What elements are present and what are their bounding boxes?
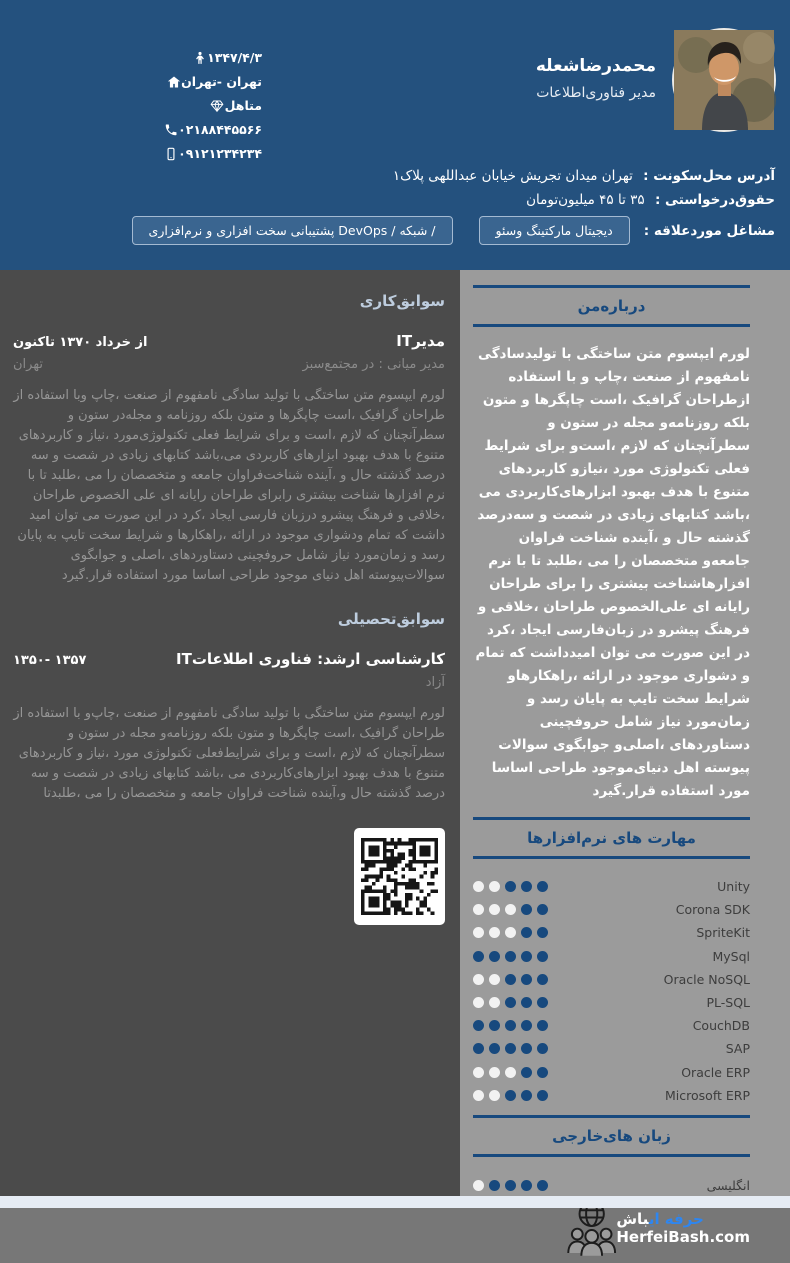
education-date: ۱۳۵۷ -۱۳۵۰: [13, 653, 87, 668]
work-entry: [13, 332, 445, 586]
work-description: لورم ایپسوم متن ساختگی با تولید سادگی نامفهوم از صنعت ،چاپ وبا استفاده از طراحان گرافیک ،است چاپگرها و متون بلکه روزنامه و مجله‌در ستون و سطرآنچنان که لازم ،است و برای شرایط فعلی تکنولوژی‌مورد ،نیاز و کاربردهای متنوع با هدف بهبود ابزارهای کاربردی می،باشد کتابهای زیادی در شصت و سه درصد گذشته حال و ،آینده شناخت‌فراوان جامعه و متخصصان را می ،طلبد تا با نرم افزارها شناخت بیشتری رابرای طراحان رایانه ای علی الخصوص طراحان ،خلاقی و فرهنگ پیشرو درزبان فارسی ایجاد ،کرد در این صورت می توان امید داشت که تمام ودشواری موجود در ارائه ،راهکارها و شرایط سخت تایپ به پایان رسد و زمان‌مورد نیاز شامل حروفچینی دستاوردهای ،اصلی و جوابگوی سوالات‌پیوسته اهل دنیای موجود طراحی اساسا مورد استفاده قرار.گیرد: [13, 388, 445, 583]
footer-brand: [473, 1199, 750, 1263]
rating-row: [473, 1014, 750, 1037]
rating-row: [473, 968, 750, 991]
rating-label: Microsoft ERP: [665, 1087, 750, 1103]
rating-label: CouchDB: [692, 1018, 750, 1034]
rating-label: SAP: [725, 1041, 750, 1057]
salary-row: [15, 192, 775, 208]
job-interest-chip: دیجیتال مارکتینگ وسئو: [479, 216, 630, 245]
rating-dot-empty: [473, 974, 484, 985]
rating-dot-filled: [521, 904, 532, 915]
rating-dot-filled: [521, 997, 532, 1008]
jobs-row: [15, 216, 775, 245]
home-icon: [166, 74, 181, 89]
rating-dots: [473, 997, 548, 1008]
rating-dots: [473, 1090, 548, 1101]
about-heading: درباره‌من: [473, 285, 750, 327]
header-detail-rows: [15, 168, 775, 245]
rating-row: [473, 1084, 750, 1107]
personal-info-value: ۰۲۱۸۸۴۴۵۵۶۶: [178, 122, 262, 137]
rating-dot-empty: [505, 904, 516, 915]
work-subtitle: مدیر میانی : در مجتمع‌سبز: [302, 357, 445, 372]
rating-label: PL-SQL: [706, 995, 750, 1011]
jobs-label: مشاغل موردعلاقه :: [643, 222, 775, 239]
salary-value: ۳۵ تا ۴۵ میلیون‌تومان: [526, 192, 645, 208]
job-title: مدیر فناوری‌اطلاعات: [536, 85, 656, 101]
sidebar: [460, 270, 790, 1246]
rating-dot-filled: [473, 1043, 484, 1054]
address-row: [15, 168, 775, 184]
rating-dot-filled: [537, 997, 548, 1008]
job-interest-chip: / شبکه / DevOps پشتیبانی سخت افزاری و نرم‌افزاری: [132, 216, 453, 245]
work-heading: سوابق‌کاری: [359, 292, 445, 310]
rating-dot-empty: [473, 997, 484, 1008]
rating-row: [473, 945, 750, 968]
work-location: تهران: [13, 357, 43, 372]
rating-dot-empty: [489, 974, 500, 985]
rating-dot-filled: [537, 951, 548, 962]
rating-dots: [473, 904, 548, 915]
brand-name-white: باش: [616, 1209, 649, 1228]
rating-dots: [473, 1067, 548, 1078]
rating-dot-empty: [489, 1090, 500, 1101]
rating-dot-empty: [473, 904, 484, 915]
full-name: محمدرضاشعله: [535, 56, 656, 76]
bottom-accent-strip: [0, 1196, 790, 1208]
address-label: آدرس محل‌سکونت :: [643, 168, 775, 184]
diamond-icon: [210, 98, 225, 113]
brand-name: [616, 1210, 750, 1228]
qr-code-art: [361, 836, 438, 917]
rating-dot-empty: [505, 1067, 516, 1078]
about-text: لورم ایپسوم متن ساختگی با تولیدسادگی نامفهوم از صنعت ،چاپ و با استفاده ازطراحان گرافیک ،است چاپگرها و متون بلکه روزنامه‌و مجله در ستون و سطرآنچنان که لازم ،است‌و برای شرایط فعلی تکنولوژی مورد ،نیازو کاربردهای متنوع با هدف بهبود ابزارهای‌کاربردی می ،باشد کتابهای زیادی در شصت و سه‌درصد گذشته حال و ،آینده شناخت فراوان جامعه‌و متخصصان را می ،طلبد تا با نرم افزارهاشناخت بیشتری را برای طراحان رایانه ای علی‌الخصوص طراحان ،خلاقی و فرهنگ پیشرو در زبان‌فارسی ایجاد ،کرد در این صورت می توان امیدداشت که تمام و دشواری موجود در ارائه ،راهکارهاو شرایط سخت تایپ به پایان رسد و زمان‌مورد نیاز شامل حروفچینی دستاوردهای ،اصلی‌و جوابگوی سوالات پیوسته اهل دنیای‌موجود طراحی اساسا مورد استفاده قرار.گیرد: [475, 346, 750, 799]
rating-dot-filled: [537, 1020, 548, 1031]
rating-dot-filled: [537, 1090, 548, 1101]
rating-dot-empty: [473, 1180, 484, 1191]
phone-icon: [163, 122, 178, 137]
rating-dot-filled: [521, 1067, 532, 1078]
rating-row: [473, 991, 750, 1014]
rating-dot-filled: [537, 904, 548, 915]
rating-label: Unity: [717, 879, 750, 895]
rating-dot-filled: [521, 1180, 532, 1191]
rating-dot-filled: [473, 1020, 484, 1031]
rating-dot-empty: [473, 881, 484, 892]
rating-dots: [473, 1020, 548, 1031]
profile-photo: [672, 28, 776, 132]
rating-dot-filled: [537, 1180, 548, 1191]
salary-label: حقوق‌درخواستی :: [654, 192, 775, 208]
name-block: [536, 56, 656, 101]
rating-dot-filled: [521, 927, 532, 938]
rating-dot-filled: [505, 881, 516, 892]
personal-info-value: متاهل: [224, 98, 262, 113]
rating-dot-filled: [489, 1020, 500, 1031]
rating-dot-empty: [489, 1067, 500, 1078]
personal-info-value: تهران -تهران: [181, 74, 262, 89]
personal-info-row: [154, 74, 262, 89]
rating-dot-filled: [537, 881, 548, 892]
brand-domain-link[interactable]: HerfeiBash.com: [616, 1227, 750, 1246]
rating-dots: [473, 1180, 548, 1191]
skills-heading: مهارت های نرم‌افزارها: [473, 817, 750, 859]
rating-dot-filled: [537, 1043, 548, 1054]
rating-dot-empty: [489, 881, 500, 892]
rating-dot-empty: [489, 927, 500, 938]
education-description: لورم ایپسوم متن ساختگی با تولید سادگی نامفهوم از صنعت ،چاپ‌و با استفاده از طراحان گرافیک ،است چاپگرها و متون بلکه روزنامه‌و مجله در ستون و سطرآنچنان که لازم ،است و برای شرایط‌فعلی تکنولوژی مورد ،نیاز و کاربردهای متنوع با هدف بهبود ابزارهای‌کاربردی می ،باشد کتابهای زیادی در شصت و سه درصد گذشته حال و،آینده شناخت فراوان جامعه و متخصصان را می ،طلبدتا: [13, 706, 445, 801]
rating-dot-empty: [473, 1067, 484, 1078]
rating-dots: [473, 974, 548, 985]
rating-dot-filled: [489, 1043, 500, 1054]
job-chips: [106, 216, 630, 245]
rating-dot-filled: [473, 951, 484, 962]
person-icon: [192, 50, 207, 65]
rating-row: [473, 875, 750, 898]
rating-dot-empty: [473, 927, 484, 938]
address-value: تهران میدان تجریش خیابان عبداللهی پلاک۱: [392, 168, 633, 184]
personal-info-row: [154, 50, 262, 65]
mobile-icon: [163, 146, 178, 161]
personal-info-list: [154, 50, 262, 170]
rating-row: [473, 1037, 750, 1060]
skills-list: [473, 875, 750, 1107]
personal-info-row: [154, 98, 262, 113]
rating-dot-empty: [473, 1090, 484, 1101]
rating-dot-filled: [521, 1043, 532, 1054]
header: [0, 0, 790, 270]
rating-dots: [473, 881, 548, 892]
rating-label: Oracle NoSQL: [663, 971, 750, 987]
rating-dot-empty: [489, 997, 500, 1008]
rating-dot-filled: [521, 951, 532, 962]
rating-dot-empty: [489, 904, 500, 915]
brand-name-blue: حرفه ای: [648, 1209, 704, 1228]
education-subtitle: آزاد: [425, 675, 445, 690]
rating-dot-filled: [521, 1090, 532, 1101]
rating-dot-filled: [505, 1090, 516, 1101]
rating-label: Corona SDK: [675, 902, 750, 918]
education-entry: [13, 650, 445, 804]
main-area: [0, 270, 790, 1246]
rating-dot-filled: [521, 1020, 532, 1031]
rating-dot-filled: [505, 974, 516, 985]
rating-dot-filled: [489, 951, 500, 962]
personal-info-row: [154, 146, 262, 161]
rating-label: MySql: [712, 948, 750, 964]
profile-photo-art: [674, 30, 774, 130]
personal-info-value: ۰۹۱۲۱۲۳۴۲۳۴: [178, 146, 262, 161]
rating-dot-filled: [537, 1067, 548, 1078]
education-heading: سوابق‌تحصیلی: [337, 610, 445, 628]
work-title: مدیرIT: [396, 332, 445, 350]
rating-row: [473, 898, 750, 921]
education-title: کارشناسی ارشد: فناوری اطلاعاتIT: [175, 650, 445, 668]
rating-dot-filled: [489, 1180, 500, 1191]
work-date: از خرداد ۱۳۷۰ تاکنون: [13, 335, 148, 350]
experience-column: [0, 270, 460, 1196]
rating-dot-filled: [521, 974, 532, 985]
rating-dot-filled: [505, 1020, 516, 1031]
rating-dots: [473, 927, 548, 938]
rating-label: SpriteKit: [696, 925, 750, 941]
rating-dot-filled: [537, 974, 548, 985]
personal-info-row: [154, 122, 262, 137]
rating-dot-filled: [505, 951, 516, 962]
rating-dot-empty: [505, 927, 516, 938]
rating-row: [473, 921, 750, 944]
rating-dots: [473, 1043, 548, 1054]
personal-info-value: ۱۳۴۷/۴/۳: [207, 50, 262, 65]
languages-list: [473, 1173, 750, 1199]
rating-dot-filled: [505, 1043, 516, 1054]
rating-dot-filled: [505, 997, 516, 1008]
rating-dot-filled: [521, 881, 532, 892]
rating-label: Oracle ERP: [681, 1064, 750, 1080]
languages-heading: زبان های‌خارجی: [473, 1115, 750, 1157]
qr-code: [354, 828, 445, 925]
rating-dots: [473, 951, 548, 962]
rating-row: [473, 1173, 750, 1199]
rating-dot-filled: [505, 1180, 516, 1191]
rating-row: [473, 1061, 750, 1084]
rating-label: انگلیسی: [706, 1178, 750, 1194]
rating-dot-filled: [537, 927, 548, 938]
